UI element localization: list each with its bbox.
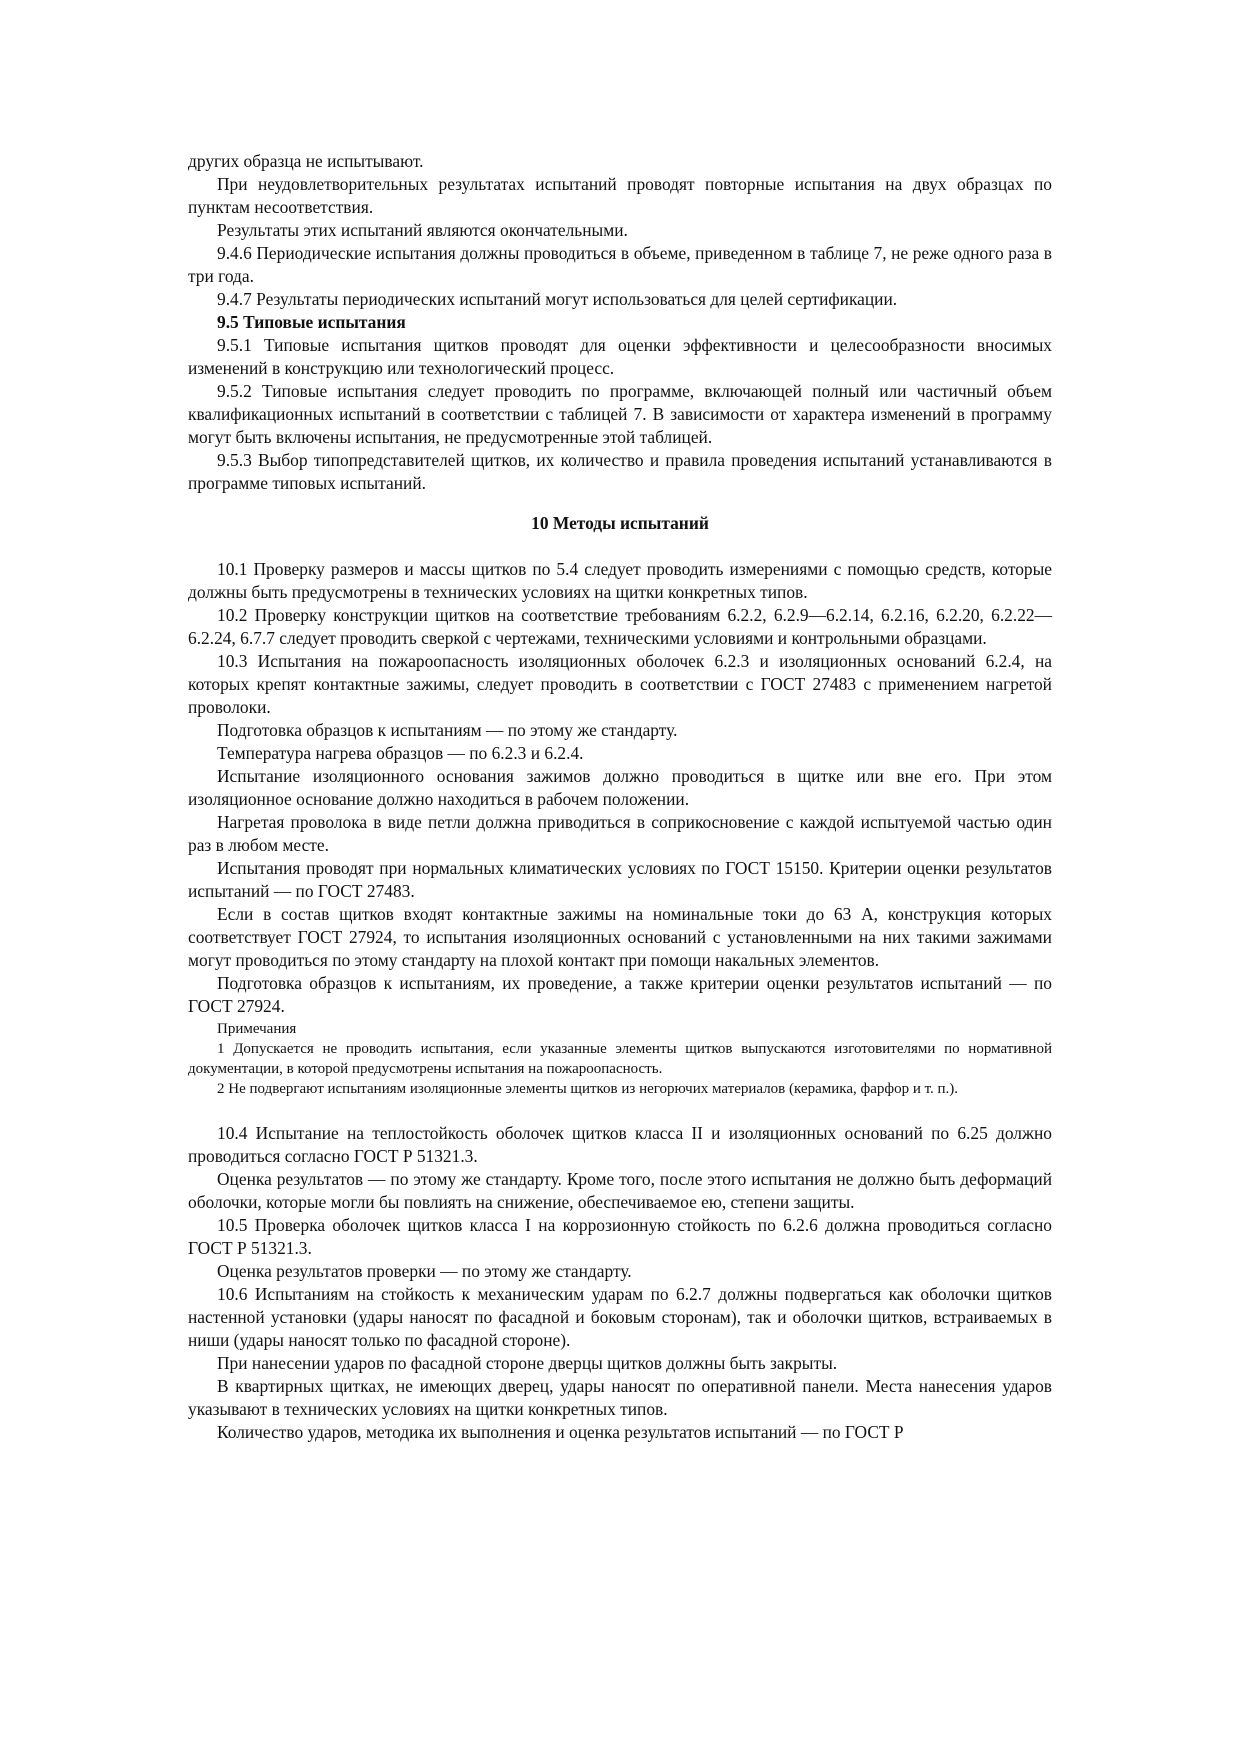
subsection-heading: 9.5 Типовые испытания — [217, 312, 406, 332]
section-heading: 10 Методы испытаний — [531, 513, 709, 533]
paragraph: 10.5 Проверка оболочек щитков класса I на коррозионную стойкость по 6.2.6 должна проводиться согласно ГОСТ Р 51321.3. — [188, 1215, 1052, 1258]
paragraph: Нагретая проволока в виде петли должна приводиться в соприкосновение с каждой испытуемой частью один раз в любом месте. — [188, 812, 1052, 855]
paragraph: При нанесении ударов по фасадной стороне дверцы щитков должны быть закрыты. — [217, 1353, 838, 1373]
paragraph: В квартирных щитках, не имеющих дверец, удары наносят по оперативной панели. Места нанесения ударов указывают в технических условиях на щитки конкретных типов. — [188, 1376, 1052, 1419]
paragraph: Подготовка образцов к испытаниям, их проведение, а также критерии оценки результатов испытаний — по ГОСТ 27924. — [188, 973, 1052, 1016]
document-body — [188, 150, 1052, 1444]
paragraph: 9.5.3 Выбор типопредставителей щитков, их количество и правила проведения испытаний устанавливаются в программе типовых испытаний. — [188, 450, 1052, 493]
paragraph: 10.6 Испытаниям на стойкость к механическим ударам по 6.2.7 должны подвергаться как оболочки щитков настенной установки (удары наносят по фасадной и боковым сторонам), так и оболочки щитков, встраиваемых в ниши (удары наносят только по фасадной стороне). — [188, 1284, 1052, 1350]
paragraph: При неудовлетворительных результатах испытаний проводят повторные испытания на двух образцах по пунктам несоответствия. — [188, 174, 1052, 217]
paragraph: 10.4 Испытание на теплостойкость оболочек щитков класса II и изоляционных оснований по 6.25 должно проводиться согласно ГОСТ Р 51321.3. — [188, 1123, 1052, 1166]
paragraph: Испытание изоляционного основания зажимов должно проводиться в щитке или вне его. При этом изоляционное основание должно находиться в рабочем положении. — [188, 766, 1052, 809]
paragraph: Оценка результатов — по этому же стандарту. Кроме того, после этого испытания не должно быть деформаций оболочки, которые могли бы повлиять на снижение, обеспечиваемое ею, степени защиты. — [188, 1169, 1052, 1212]
paragraph: 9.4.7 Результаты периодических испытаний могут использоваться для целей сертификации. — [217, 289, 898, 309]
paragraph: других образца не испытывают. — [188, 151, 424, 171]
paragraph: 10.3 Испытания на пожароопасность изоляционных оболочек 6.2.3 и изоляционных оснований 6.2.4, на которых крепят контактные зажимы, следует проводить в соответствии с ГОСТ 27483 с применением нагретой проволоки. — [188, 651, 1052, 717]
paragraph: 10.1 Проверку размеров и массы щитков по 5.4 следует проводить измерениями с помощью средств, которые должны быть предусмотрены в технических условиях на щитки конкретных типов. — [188, 559, 1052, 602]
paragraph: Испытания проводят при нормальных климатических условиях по ГОСТ 15150. Критерии оценки результатов испытаний — по ГОСТ 27483. — [188, 858, 1052, 901]
paragraph: Температура нагрева образцов — по 6.2.3 и 6.2.4. — [217, 743, 584, 763]
paragraph: Подготовка образцов к испытаниям — по этому же стандарту. — [217, 720, 678, 740]
paragraph: 9.5.1 Типовые испытания щитков проводят для оценки эффективности и целесообразности вносимых изменений в конструкцию или технологический процесс. — [188, 335, 1052, 378]
paragraph: Если в состав щитков входят контактные зажимы на номинальные токи до 63 А, конструкция которых соответствует ГОСТ 27924, то испытания изоляционных оснований с установленными на них такими зажимами могут проводиться по этому стандарту на плохой контакт при помощи накальных элементов. — [188, 904, 1052, 970]
paragraph: 9.5.2 Типовые испытания следует проводить по программе, включающей полный или частичный объем квалификационных испытаний в соответствии с таблицей 7. В зависимости от характера изменений в программу могут быть включены испытания, не предусмотренные этой таблицей. — [188, 381, 1052, 447]
paragraph: Результаты этих испытаний являются окончательными. — [217, 220, 628, 240]
paragraph: Оценка результатов проверки — по этому же стандарту. — [217, 1261, 632, 1281]
note-item: 1 Допускается не проводить испытания, если указанные элементы щитков выпускаются изготовителями по нормативной документации, в которой предусмотрены испытания на пожароопасность. — [188, 1041, 1052, 1077]
note-item: 2 Не подвергают испытаниям изоляционные элементы щитков из негорючих материалов (керамика, фарфор и т. п.). — [217, 1081, 959, 1097]
notes-heading: Примечания — [217, 1021, 297, 1037]
paragraph: 9.4.6 Периодические испытания должны проводиться в объеме, приведенном в таблице 7, не реже одного раза в три года. — [188, 243, 1052, 286]
paragraph: Количество ударов, методика их выполнения и оценка результатов испытаний — по ГОСТ Р — [217, 1422, 904, 1442]
paragraph: 10.2 Проверку конструкции щитков на соответствие требованиям 6.2.2, 6.2.9—6.2.14, 6.2.16, 6.2.20, 6.2.22—6.2.24, 6.7.7 следует проводить сверкой с чертежами, техническими условиями и контрольными образцами. — [188, 605, 1052, 648]
